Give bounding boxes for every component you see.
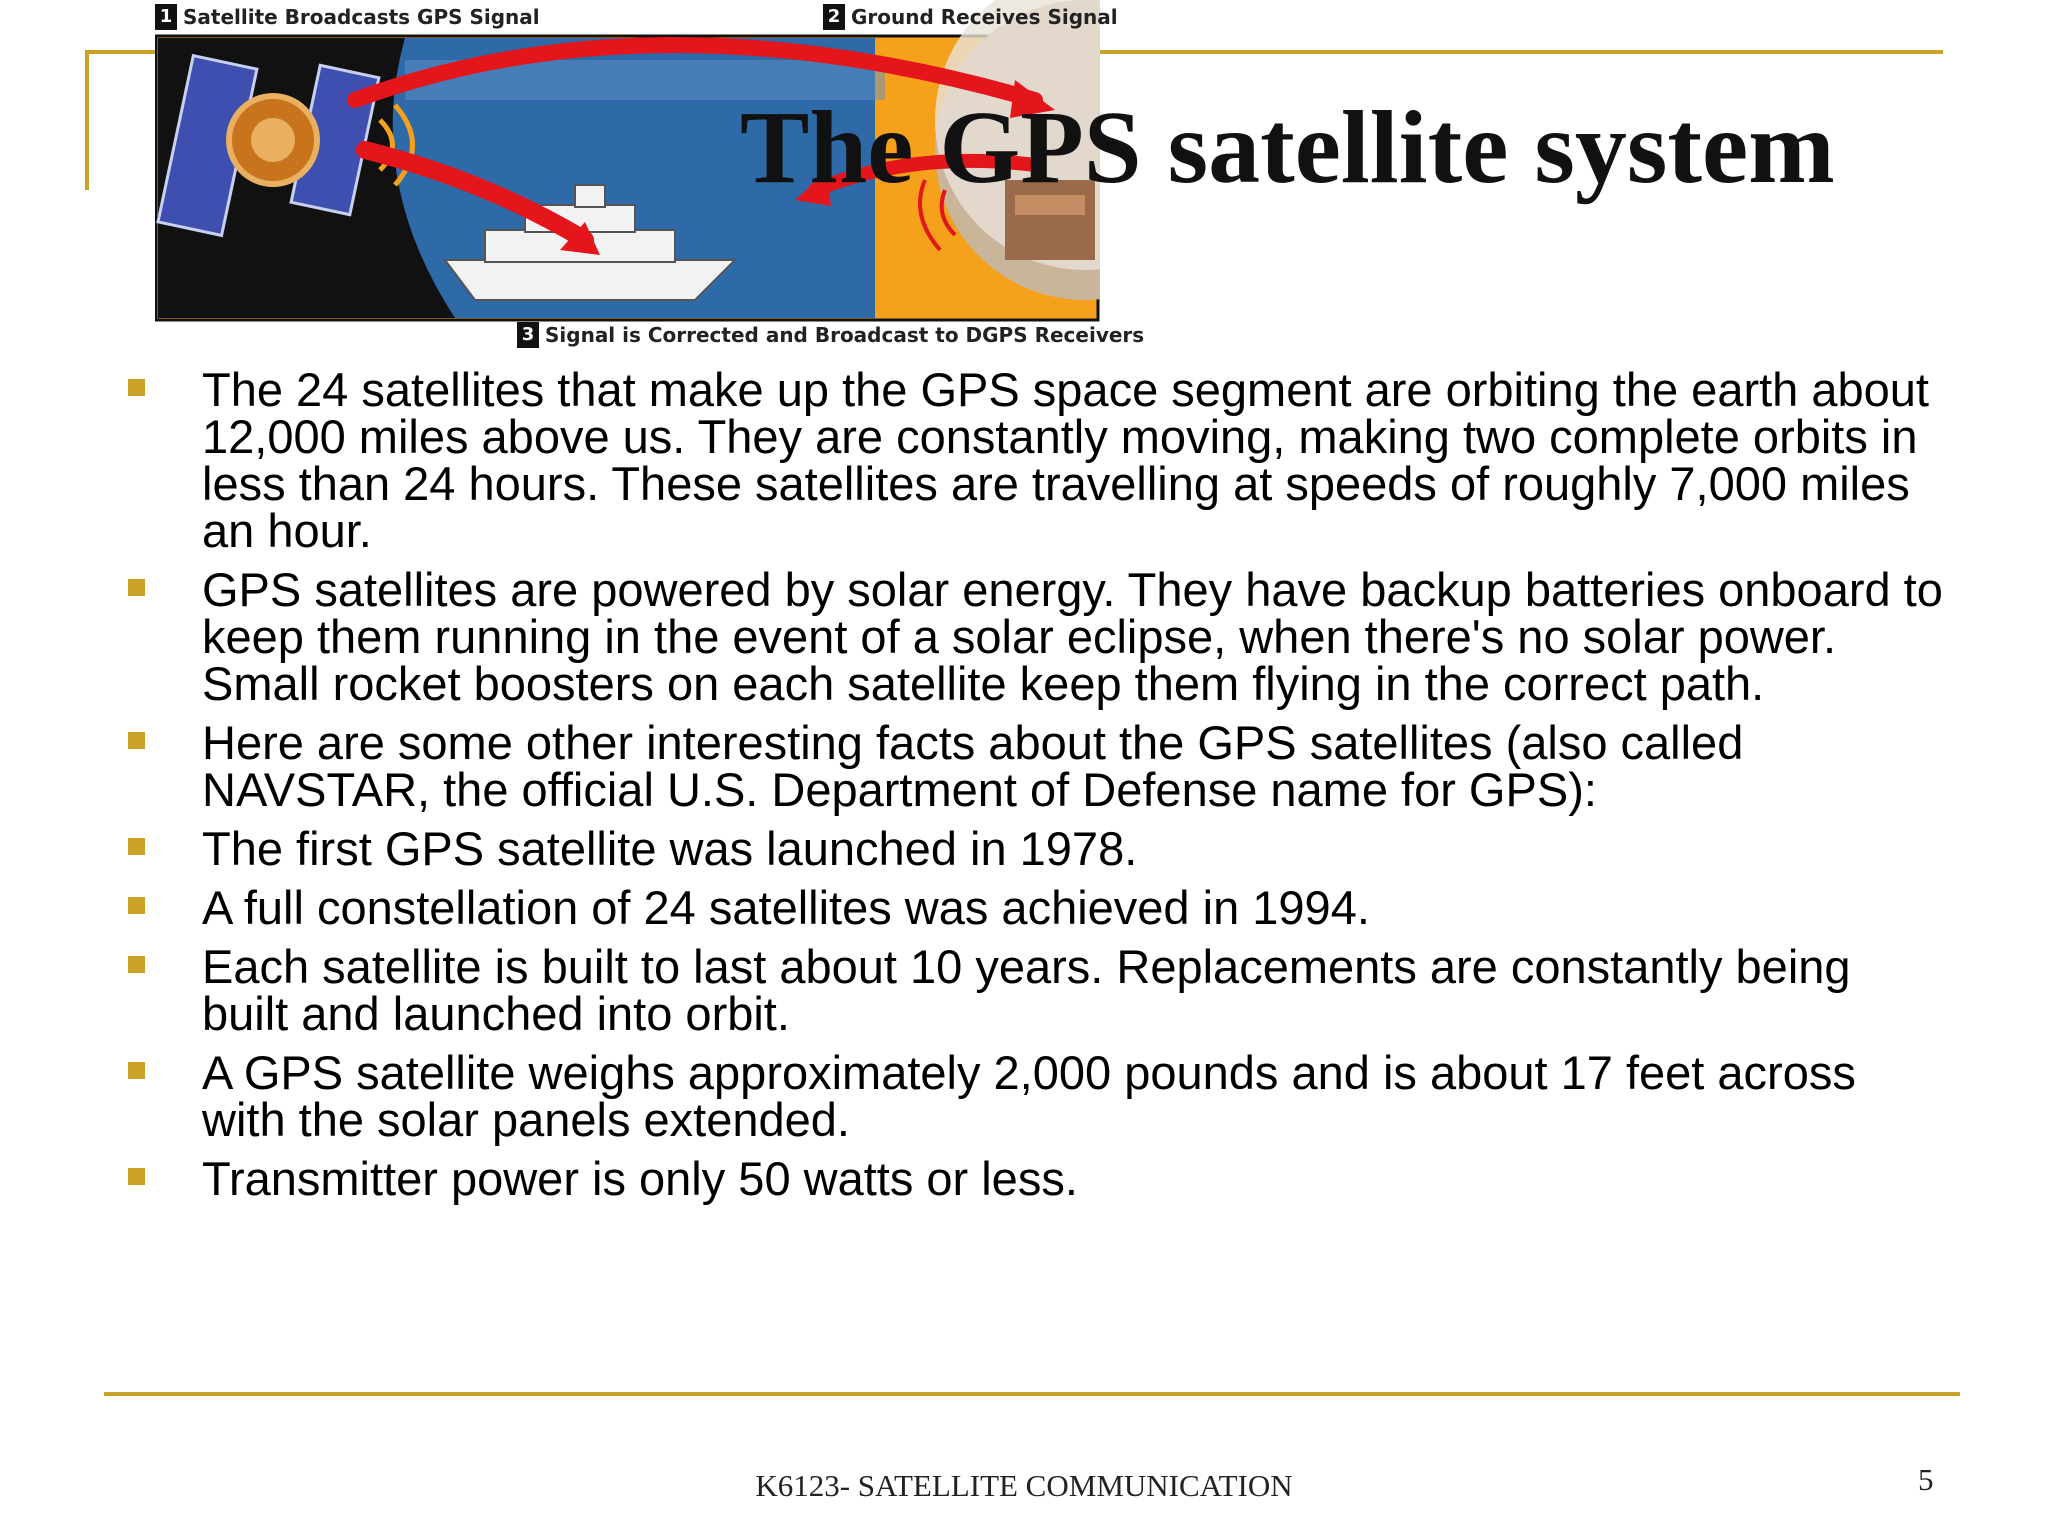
page-number: 5 — [1918, 1462, 1934, 1497]
bullet-text: A GPS satellite weighs approximately 2,000 pounds and is about 17 feet across with the solar panels extended. — [202, 1046, 1856, 1146]
diagram-label-1-text: Satellite Broadcasts GPS Signal — [183, 5, 540, 29]
diagram-label-1-number: 1 — [155, 4, 177, 30]
bullet-text: The 24 satellites that make up the GPS space segment are orbiting the earth about 12,000 miles above us. They are constantly moving, making two complete orbits in less than 24 hours. These satellites are travelling at speeds of roughly 7,000 miles an hour. — [202, 363, 1929, 557]
slide-title: The GPS satellite system — [740, 90, 1835, 205]
bullet-text: The first GPS satellite was launched in 1978. — [202, 822, 1138, 875]
bullet-square-icon — [128, 956, 145, 973]
bullet-text: A full constellation of 24 satellites was achieved in 1994. — [202, 881, 1370, 934]
bullet-item — [124, 881, 1944, 934]
diagram-label-2 — [823, 4, 1118, 30]
left-rule — [85, 50, 89, 190]
diagram-label-2-text: Ground Receives Signal — [851, 5, 1118, 29]
bullet-item — [124, 822, 1944, 875]
bullet-text: Transmitter power is only 50 watts or less. — [202, 1152, 1078, 1205]
bullet-square-icon — [128, 732, 145, 749]
bullet-item — [124, 563, 1944, 710]
bullet-list — [124, 363, 1944, 1214]
diagram-label-3-text: Signal is Corrected and Broadcast to DGPS Receivers — [545, 323, 1145, 347]
bullet-square-icon — [128, 379, 145, 396]
bullet-square-icon — [128, 897, 145, 914]
bullet-item — [124, 1046, 1944, 1146]
bullet-square-icon — [128, 1168, 145, 1185]
diagram-label-1 — [155, 4, 540, 30]
bullet-text: Here are some other interesting facts about the GPS satellites (also called NAVSTAR, the official U.S. Department of Defense name for GPS): — [202, 716, 1744, 816]
bullet-item — [124, 716, 1944, 816]
bullet-item — [124, 940, 1944, 1040]
bullet-text: GPS satellites are powered by solar energy. They have backup batteries onboard to keep them running in the event of a solar eclipse, when there's no solar power. Small rocket boosters on each satellite keep them flying in the correct path. — [202, 563, 1943, 710]
footer-text: K6123- SATELLITE COMMUNICATION — [755, 1468, 1293, 1503]
bottom-rule — [104, 1392, 1960, 1396]
bullet-square-icon — [128, 838, 145, 855]
diagram-label-3 — [517, 322, 1144, 348]
bullet-text: Each satellite is built to last about 10 years. Replacements are constantly being built and launched into orbit. — [202, 940, 1851, 1040]
bullet-item — [124, 1152, 1944, 1205]
bullet-item — [124, 363, 1944, 557]
bullet-square-icon — [128, 579, 145, 596]
diagram-label-2-number: 2 — [823, 4, 845, 30]
bullet-square-icon — [128, 1062, 145, 1079]
diagram-label-3-number: 3 — [517, 322, 539, 348]
